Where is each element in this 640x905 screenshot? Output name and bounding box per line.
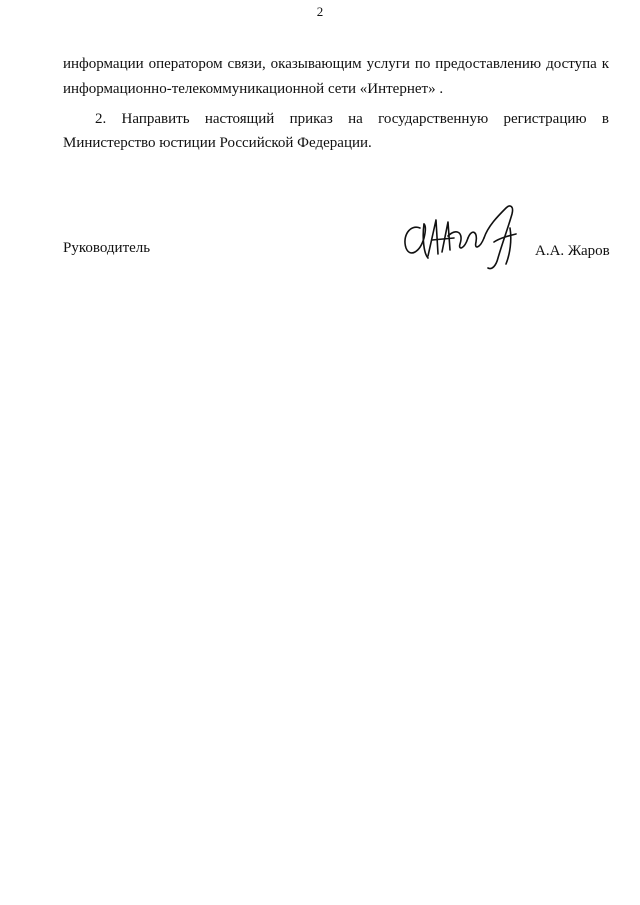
- body-line-3: 2. Направить настоящий приказ на государственную регистрацию в: [95, 111, 609, 127]
- body-line-4: Министерство юстиции Российской Федерации.: [63, 135, 372, 151]
- signer-title: Руководитель: [63, 240, 151, 256]
- page-number: 2: [316, 4, 324, 19]
- signer-name: А.А. Жаров: [535, 243, 610, 259]
- handwritten-signature-icon: [398, 198, 532, 274]
- body-line-1: информации оператором связи, оказывающим услуги по предоставлению доступа к: [63, 56, 609, 72]
- body-line-2: информационно-телекоммуникационной сети «Интернет» .: [63, 81, 444, 97]
